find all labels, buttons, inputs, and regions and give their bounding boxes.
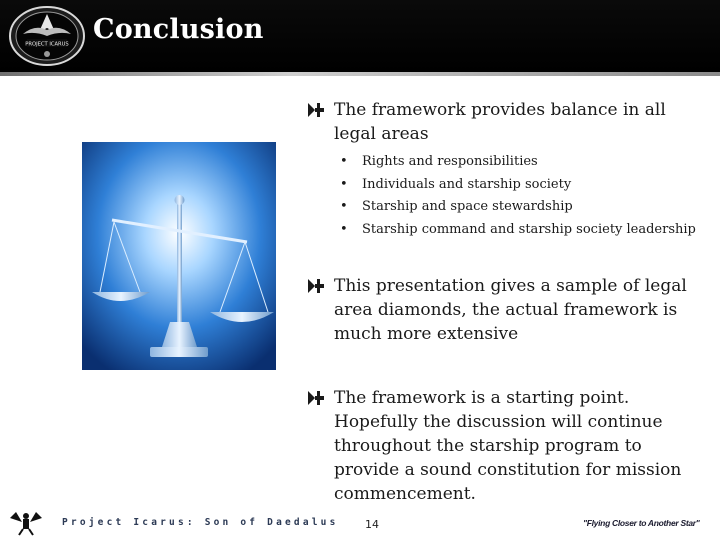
sub-bullet-text: Individuals and starship society <box>362 176 572 192</box>
icarus-winged-figure-icon <box>8 510 44 536</box>
sub-bullet-list <box>334 152 700 239</box>
logo-text: PROJECT ICARUS <box>25 41 69 48</box>
sub-bullet-item <box>334 220 700 239</box>
sub-bullet-dot: • <box>340 176 348 192</box>
header-divider <box>0 72 720 76</box>
slide-header <box>0 0 720 72</box>
sub-bullet-dot: • <box>340 221 348 237</box>
bullet-text-3: The framework is a starting point. Hopefully the discussion will continue throughout the starship program to provide a sound constitution for mission commencement. <box>334 388 682 504</box>
footer-project-text: Project Icarus: Son of Daedalus <box>62 517 339 528</box>
sub-bullet-item <box>334 152 700 171</box>
bullet-point-3 <box>308 386 700 506</box>
bullet-text-2: This presentation gives a sample of legal area diamonds, the actual framework is much more extensive <box>334 276 687 344</box>
sub-bullet-text: Starship command and starship society leadership <box>362 221 696 237</box>
project-icarus-logo-icon <box>7 4 87 68</box>
sub-bullet-item <box>334 175 700 194</box>
arrow-bullet-icon <box>308 279 324 293</box>
footer-tagline: "Flying Closer to Another Star" <box>583 518 700 528</box>
sub-bullet-text: Rights and responsibilities <box>362 154 538 169</box>
arrow-bullet-icon <box>308 391 324 405</box>
arrow-bullet-icon <box>308 103 324 117</box>
bullet-point-2 <box>308 274 700 346</box>
sub-bullet-dot: • <box>340 154 348 169</box>
bullet-text-1: The framework provides balance in all legal areas <box>334 100 666 144</box>
slide-title: Conclusion <box>93 14 264 45</box>
bullet-point-1 <box>308 98 700 146</box>
sub-bullet-item <box>334 197 700 216</box>
sub-bullet-dot: • <box>340 199 348 214</box>
spacer <box>308 242 700 274</box>
spacer <box>308 346 700 386</box>
slide-body <box>308 98 700 506</box>
sub-bullet-text: Starship and space stewardship <box>362 199 573 214</box>
page-number: 14 <box>365 518 379 531</box>
scales-of-justice-image <box>82 142 276 370</box>
